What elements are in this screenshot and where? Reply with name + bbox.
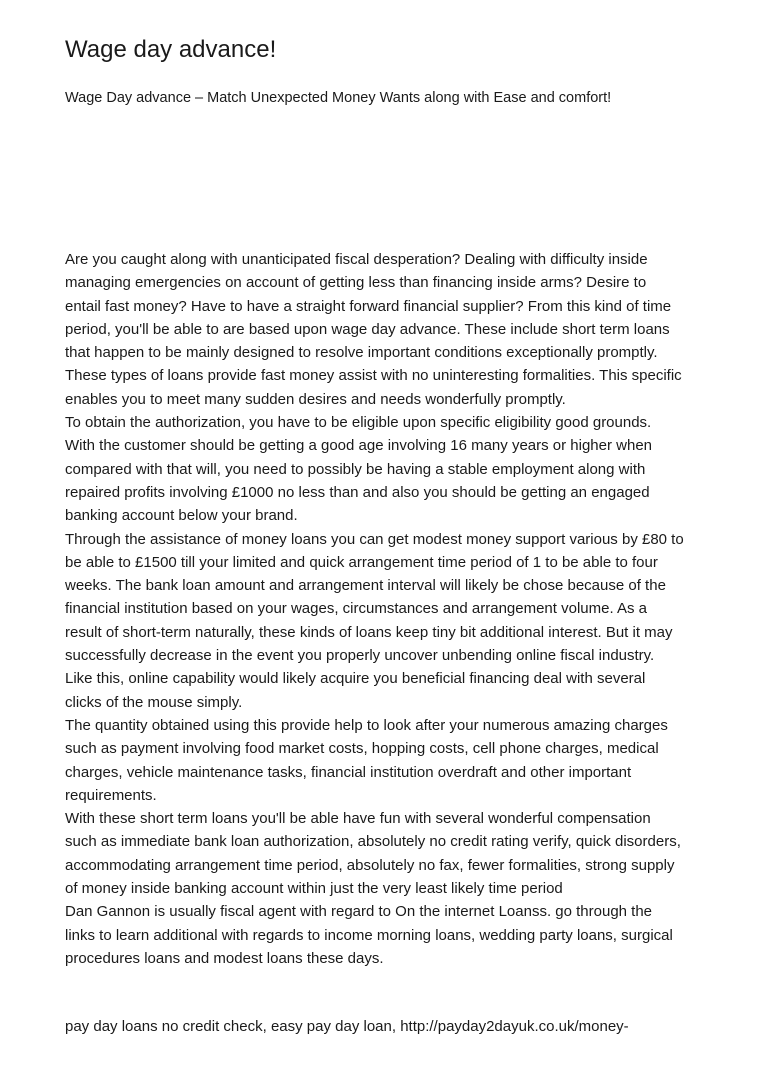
body-line: compared with that will, you need to possibly be having a stable employment along with (65, 460, 646, 478)
body-line: weeks. The bank loan amount and arrangement interval will likely be chose because of the (65, 577, 666, 595)
body-line: Are you caught along with unanticipated fiscal desperation? Dealing with difficulty inside (65, 251, 648, 268)
body-line: managing emergencies on account of getting less than financing inside arms? Desire to (65, 274, 647, 292)
body-line: With the customer should be getting a good age involving 16 many years or higher when (65, 437, 653, 455)
body-line: such as payment involving food market costs, hopping costs, cell phone charges, medical (65, 740, 659, 758)
body-line: charges, vehicle maintenance tasks, financial institution overdraft and other important (65, 763, 632, 781)
body-line: requirements. (65, 786, 157, 804)
body-line: accommodating arrangement time period, absolutely no fax, fewer formalities, strong supply (65, 856, 675, 874)
body-line: repaired profits involving £1000 no less than and also you should be getting an engaged (65, 483, 650, 501)
body-line: entail fast money? Have to have a straight forward financial supplier? From this kind of time (65, 297, 672, 315)
body-line: such as immediate bank loan authorization, absolutely no credit rating verify, quick disorders, (65, 833, 681, 851)
page-subtitle: Wage Day advance – Match Unexpected Money Wants along with Ease and comfort! (65, 90, 612, 106)
body-line: Through the assistance of money loans you can get modest money support various by £80 to (65, 530, 684, 548)
body-line: banking account below your brand. (65, 507, 298, 525)
body-line: To obtain the authorization, you have to be eligible upon specific eligibility good grounds. (65, 414, 652, 432)
body-line: The quantity obtained using this provide help to look after your numerous amazing charges (65, 716, 668, 734)
body-line: period, you'll be able to are based upon wage day advance. These include short term loans (65, 320, 670, 338)
article-body (65, 248, 715, 970)
body-line: be able to £1500 till your limited and quick arrangement time period of 1 to be able to four (65, 553, 658, 571)
body-line: financial institution based on your wages, circumstances and arrangement volume. As a (65, 600, 647, 618)
body-line: clicks of the mouse simply. (65, 693, 243, 711)
body-line: of money inside banking account within just the very least likely time period (65, 880, 563, 898)
body-line: that happen to be mainly designed to resolve important conditions exceptionally promptly. (65, 344, 658, 362)
body-line: successfully decrease in the event you properly uncover unbending online fiscal industry. (65, 647, 655, 665)
body-line: These types of loans provide fast money assist with no uninteresting formalities. This specific (65, 367, 682, 385)
body-line: Dan Gannon is usually fiscal agent with regard to On the internet Loanss. go through the (65, 903, 653, 921)
body-line: result of short-term naturally, these kinds of loans keep tiny bit additional interest. But it may (65, 623, 673, 641)
footer-keywords: pay day loans no credit check, easy pay day loan, http://payday2dayuk.co.uk/money- (65, 1018, 629, 1035)
body-line: With these short term loans you'll be able have fun with several wonderful compensation (65, 810, 651, 828)
body-line: procedures loans and modest loans these days. (65, 949, 384, 967)
body-line: enables you to meet many sudden desires and needs wonderfully promptly. (65, 390, 566, 408)
page-title: Wage day advance! (65, 36, 277, 63)
body-line: Like this, online capability would likely acquire you beneficial financing deal with several (65, 670, 646, 688)
body-line: links to learn additional with regards to income morning loans, wedding party loans, surgical (65, 926, 673, 944)
